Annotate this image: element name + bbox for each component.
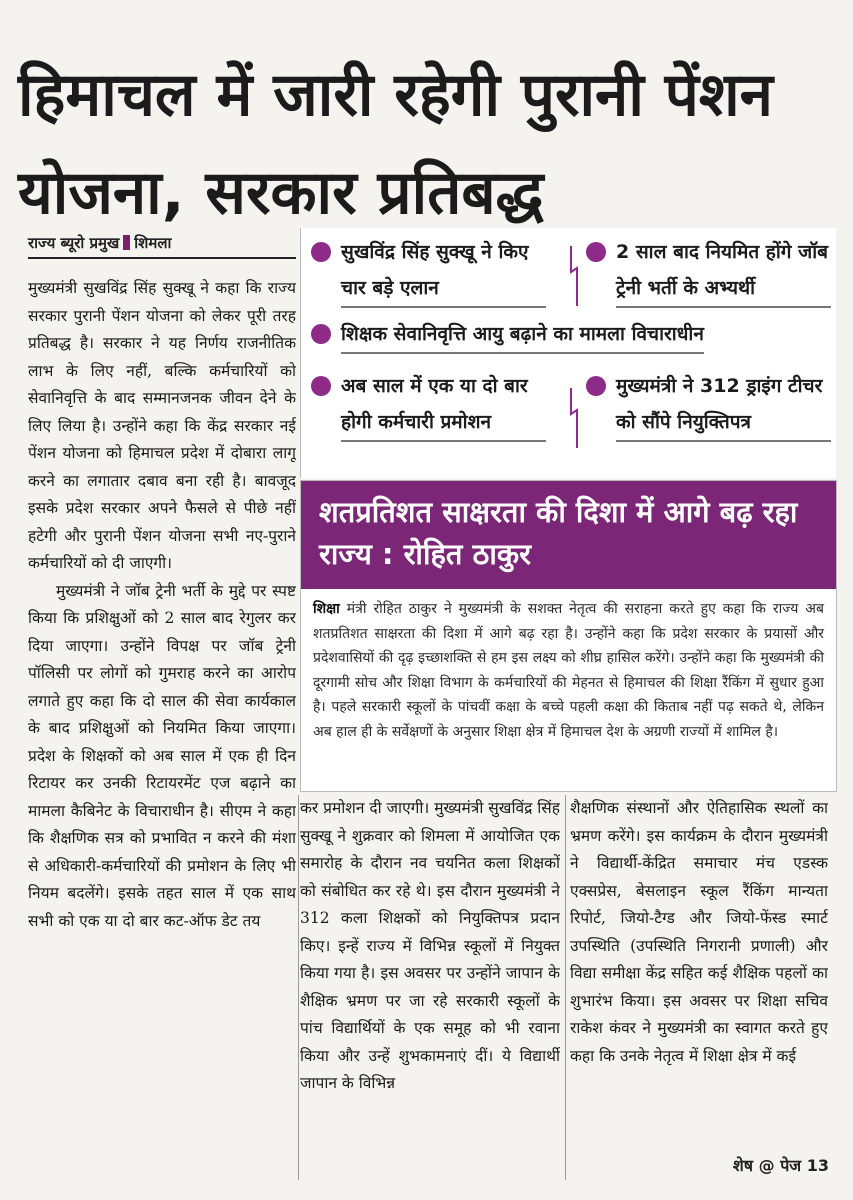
divider-zigzag-icon — [569, 246, 579, 306]
highlights-panel — [300, 228, 836, 478]
sidebar-story-body: शिक्षा मंत्री रोहित ठाकुर ने मुख्यमंत्री के सशक्त नेतृत्व की सराहना करते हुए कहा कि राज्य अब शतप्रतिशत साक्षरता की दिशा में आगे बढ़ रहा है। उन्होंने कहा कि प्रदेश सरकार के प्रयासों और प्रदेशवासियों की दृढ़ इच्छाशक्ति से हम इस लक्ष्य को शीघ्र हासिल करेंगे। उन्होंने कहा कि मुख्यमंत्री की दूरगामी सोच और शिक्षा विभाग के कर्मचारियों की मेहनत से हिमाचल की शिक्षा रैंकिंग में सुधार हुआ है। पहले सरकारी स्कूलों के पांचवीं कक्षा के बच्चे पहली कक्षा की किताब नहीं पढ़ सकते थे, लेकिन अब हाल ही के सर्वेक्षणों के अनुसार शिक्षा क्षेत्र में हिमाचल देश के अग्रणी राज्यों में शामिल है। — [313, 601, 824, 740]
paragraph: शैक्षणिक संस्थानों और ऐतिहासिक स्थलों का भ्रमण करेंगे। इस कार्यक्रम के दौरान मुख्यमंत्री ने विद्यार्थी-केंद्रित समाचार मंच एडस्क एक्सप्रेस, बेसलाइन स्कूल रैंकिंग मान्यता रिपोर्ट, जियो-टैग्ड और जियो-फेंस्ड स्मार्ट उपस्थिति (उपस्थिति निगरानी प्रणाली) और विद्या समीक्षा केंद्र सहित कई शैक्षिक पहलों का शुभारंभ किया। इस अवसर पर शिक्षा सचिव राकेश कंवर ने मुख्यमंत्री का स्वागत करते हुए कहा कि उनके नेतृत्व में शिक्षा क्षेत्र में कई — [570, 799, 828, 1065]
highlight-item: शिक्षक सेवानिवृत्ति आयु बढ़ाने का मामला विचाराधीन — [311, 316, 831, 354]
headline: हिमाचल में जारी रहेगी पुरानी पेंशन योजना, सरकार प्रतिबद्ध — [18, 60, 773, 229]
bullet-dot-icon — [311, 324, 331, 344]
highlight-item: मुख्यमंत्री ने 312 ड्राइंग टीचर को सौंपे नियुक्तिपत्र — [586, 368, 831, 442]
paragraph: मुख्यमंत्री सुखविंद्र सिंह सुक्खू ने कहा कि राज्य सरकार पुरानी पेंशन योजना को लेकर पूरी तरह प्रतिबद्ध है। सरकार ने यह निर्णय राजनीतिक लाभ के लिए नहीं, बल्कि कर्मचारियों को सेवानिवृत्ति के बाद सम्मानजनक जीवन देने के लिए लिया है। उन्होंने कहा कि केंद्र सरकार नई पेंशन योजना को हिमाचल प्रदेश में दोबारा लागू करने का लगातार दबाव बना रही है। बावजूद इसके प्रदेश सरकार अपने फैसले से पीछे नहीं हटेगी और पुरानी पेंशन योजना सभी नए-पुराने कर्मचारियों को दी जाएगी। — [28, 279, 296, 572]
divider-zigzag-icon — [569, 388, 579, 448]
sidebar-story-lead: शिक्षा — [313, 601, 340, 617]
highlight-item: सुखविंद्र सिंह सुक्खू ने किए चार बड़े एलान — [311, 234, 546, 308]
column-divider — [565, 795, 566, 1180]
highlight-item: 2 साल बाद नियमित होंगे जॉब ट्रेनी भर्ती के अभ्यर्थी — [586, 234, 831, 308]
bullet-dot-icon — [311, 376, 331, 396]
byline-place: शिमला — [134, 234, 172, 252]
continued-reference: शेष @ पेज 13 — [732, 1156, 829, 1175]
column-divider — [298, 795, 299, 1180]
byline — [28, 233, 296, 259]
sidebar-story-title: शतप्रतिशत साक्षरता की दिशा में आगे बढ़ रहा राज्य : रोहित ठाकुर — [301, 481, 836, 589]
byline-separator — [123, 235, 130, 250]
highlight-item: अब साल में एक या दो बार होगी कर्मचारी प्रमोशन — [311, 368, 546, 442]
bullet-dot-icon — [586, 376, 606, 396]
article-column-1 — [28, 275, 296, 1180]
sidebar-story — [300, 480, 837, 792]
paragraph: कर प्रमोशन दी जाएगी। मुख्यमंत्री सुखविंद्र सिंह सुक्खू ने शुक्रवार को शिमला में आयोजित एक समारोह के दौरान नव चयनित कला शिक्षकों को संबोधित कर रहे थे। इस दौरान मुख्यमंत्री ने 312 कला शिक्षकों को नियुक्तिपत्र प्रदान किए। इन्हें राज्य में विभिन्न स्कूलों में नियुक्त किया गया है। इस अवसर पर उन्होंने जापान के शैक्षिक भ्रमण पर जा रहे सरकारी स्कूलों के पांच विद्यार्थियों के एक समूह को भी रवाना किया और उन्हें शुभकामनाएं दीं। ये विद्यार्थी जापान के विभिन्न — [300, 799, 560, 1092]
article-column-2 — [300, 795, 560, 1180]
article-column-3 — [570, 795, 828, 1180]
paragraph: मुख्यमंत्री ने जॉब ट्रेनी भर्ती के मुद्दे पर स्पष्ट किया कि प्रशिक्षुओं को 2 साल बाद रेगुलर कर दिया जाएगा। उन्होंने विपक्ष पर जॉब ट्रेनी पॉलिसी पर लोगों को गुमराह करने का आरोप लगाते हुए कहा कि दो साल की सेवा कार्यकाल के बाद प्रशिक्षुओं को नियमित किया जाएगा। प्रदेश के शिक्षकों को अब साल में एक ही दिन रिटायर कर उनकी रिटायरमेंट एज बढ़ाने का मामला कैबिनेट के विचाराधीन है। सीएम ने कहा कि शैक्षणिक सत्र को प्रभावित न करने की मंशा से अधिकारी-कर्मचारियों की प्रमोशन के लिए भी नियम बदलेंगे। इसके तहत साल में एक साथ सभी को एक या दो बार कट-ऑफ डेट तय — [28, 581, 296, 930]
bullet-dot-icon — [311, 242, 331, 262]
byline-author: राज्य ब्यूरो प्रमुख — [28, 234, 120, 252]
bullet-dot-icon — [586, 242, 606, 262]
